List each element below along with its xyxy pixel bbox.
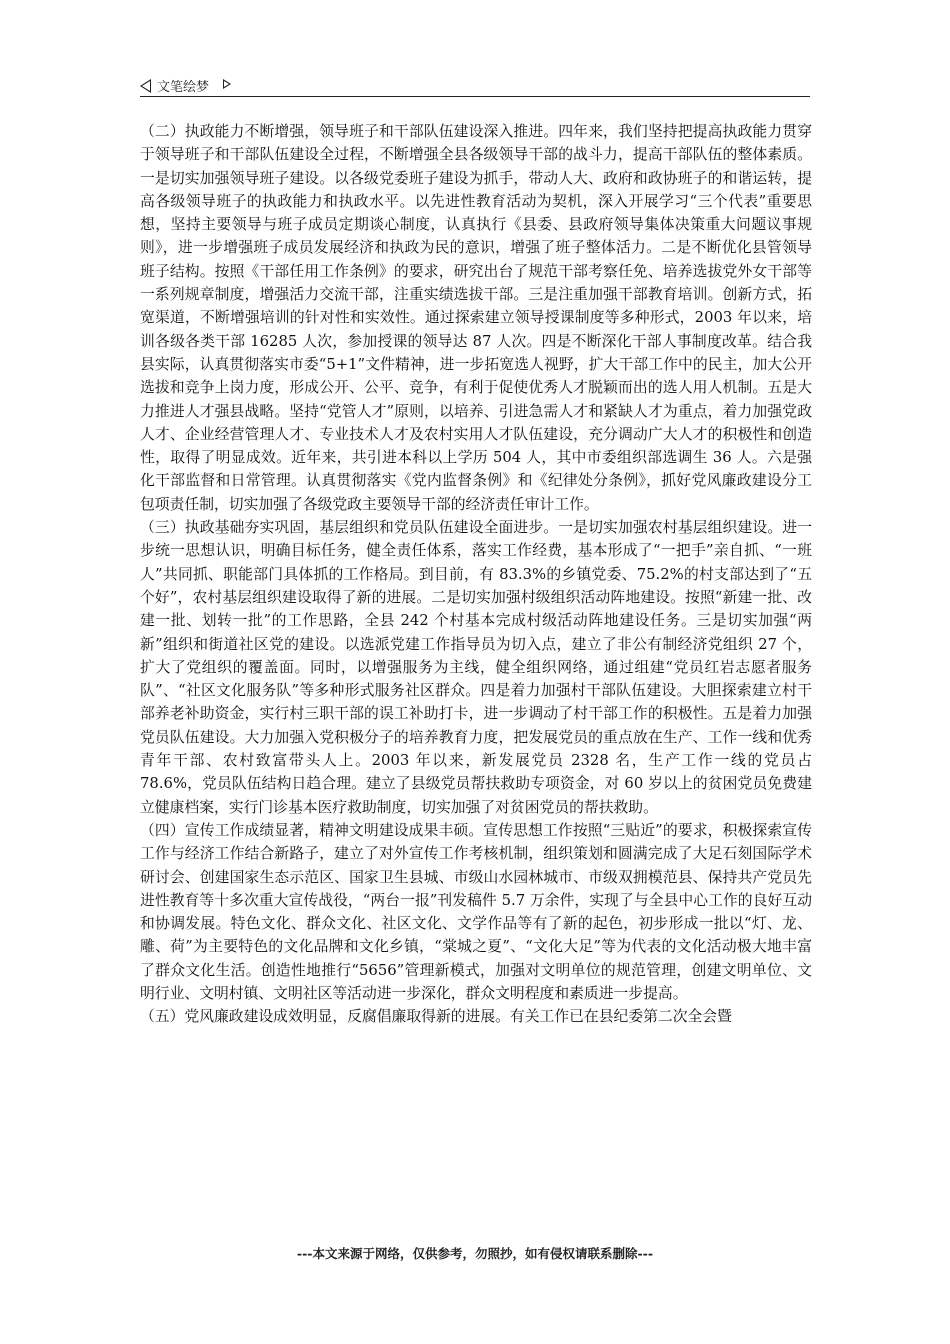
header-brand [140,76,231,95]
paragraph-section-2: （二）执政能力不断增强，领导班子和干部队伍建设深入推进。四年来，我们坚持把提高执政能力贯穿于领导班子和干部队伍建设全过程，不断增强全县各级领导干部的战斗力，提高干部队伍的整体素质。一是切实加强领导班子建设。以各级党委班子建设为抓手，带动人大、政府和政协班子的和谐运转，提高各级领导班子的执政能力和执政水平。以先进性教育活动为契机，深入开展学习“三个代表”重要思想，坚持主要领导与班子成员定期谈心制度，认真执行《县委、县政府领导集体决策重大问题议事规则》，进一步增强班子成员发展经济和执政为民的意识，增强了班子整体活力。二是不断优化县管领导班子结构。按照《干部任用工作条例》的要求，研究出台了规范干部考察任免、培养选拔党外女干部等一系列规章制度，增强活力交流干部，注重实绩选拔干部。三是注重加强干部教育培训。创新方式，拓宽渠道，不断增强培训的针对性和实效性。通过探索建立领导授课制度等多种形式，2003 年以来，培训各级各类干部 16285 人次，参加授课的领导达 87 人次。四是不断深化干部人事制度改革。结合我县实际，认真贯彻落实市委“5+1”文件精神，进一步拓宽选人视野，扩大干部工作中的民主，加大公开选拔和竞争上岗力度，形成公开、公平、竞争，有利于促使优秀人才脱颖而出的选人用人机制。五是大力推进人才强县战略。坚持“党管人才”原则，以培养、引进急需人才和紧缺人才为重点，着力加强党政人才、企业经营管理人才、专业技术人才及农村实用人才队伍建设，充分调动广大人才的积极性和创造性，取得了明显成效。近年来，共引进本科以上学历 504 人，其中市委组织部选调生 36 人。六是强化干部监督和日常管理。认真贯彻落实《党内监督条例》和《纪律处分条例》，抓好党风廉政建设分工包项责任制，切实加强了各级党政主要领导干部的经济责任审计工作。 [140,123,812,513]
paragraph-section-3: （三）执政基础夯实巩固，基层组织和党员队伍建设全面进步。一是切实加强农村基层组织建设。进一步统一思想认识，明确目标任务，健全责任体系，落实工作经费，基本形成了“一把手”亲自抓、“一班人”共同抓、职能部门具体抓的工作格局。到目前，有 83.3%的乡镇党委、75.2%的村支部达到了“五个好”，农村基层组织建设取得了新的进展。二是切实加强村级组织活动阵地建设。按照“新建一批、改建一批、划转一批”的工作思路，全县 242 个村基本完成村级活动阵地建设任务。三是切实加强“两新”组织和街道社区党的建设。以选派党建工作指导员为切入点，建立了非公有制经济党组织 27 个，扩大了党组织的覆盖面。同时，以增强服务为主线，健全组织网络，通过组建“党员红岩志愿者服务队”、“社区文化服务队”等多种形式服务社区群众。四是着力加强村干部队伍建设。大胆探索建立村干部养老补助资金，实行村三职干部的误工补助打卡，进一步调动了村干部工作的积极性。五是着力加强党员队伍建设。大力加强入党积极分子的培养教育力度，把发展党员的重点放在生产、工作一线和优秀青年干部、农村致富带头人上。2003 年以来，新发展党员 2328 名，生产工作一线的党员占 78.6%，党员队伍结构日趋合理。建立了县级党员帮扶救助专项资金，对 60 岁以上的贫困党员免费建立健康档案，实行门诊基本医疗救助制度，切实加强了对贫困党员的帮扶救助。 [140,519,812,816]
brand-text: 文笔绘梦 [157,80,210,95]
paragraph-section-5: （五）党风廉政建设成效明显，反腐倡廉取得新的进展。有关工作已在县纪委第二次全会暨 [140,1008,732,1026]
page-header [140,74,810,97]
paragraph-section-4: （四）宣传工作成绩显著，精神文明建设成果丰硕。宣传思想工作按照“三贴近”的要求，积极探索宣传工作与经济工作结合新路子，建立了对外宣传工作考核机制，组织策划和圆满完成了大足石刻国际学术研讨会、创建国家生态示范区、国家卫生县城、市级山水园林城市、市级双拥模范县、保持共产党员先进性教育等十多次重大宣传战役，“两台一报”刊发稿件 5.7 万余件，实现了与全县中心工作的良好互动和协调发展。特色文化、群众文化、社区文化、文学作品等有了新的起色，初步形成一批以“灯、龙、雕、荷”为主要特色的文化品牌和文化乡镇，“棠城之夏”、“文化大足”等为代表的文化活动极大地丰富了群众文化生活。创造性地推行“5656”管理新模式，加强对文明单位的规范管理，创建文明单位、文明行业、文明村镇、文明社区等活动进一步深化，群众文明程度和素质进一步提高。 [140,821,812,1002]
document-body [140,120,812,1029]
triangle-right-icon [223,79,231,89]
triangle-left-icon [140,79,151,93]
footer-notice: ---本文来源于网络，仅供参考，勿照抄，如有侵权请联系删除--- [296,1246,654,1261]
